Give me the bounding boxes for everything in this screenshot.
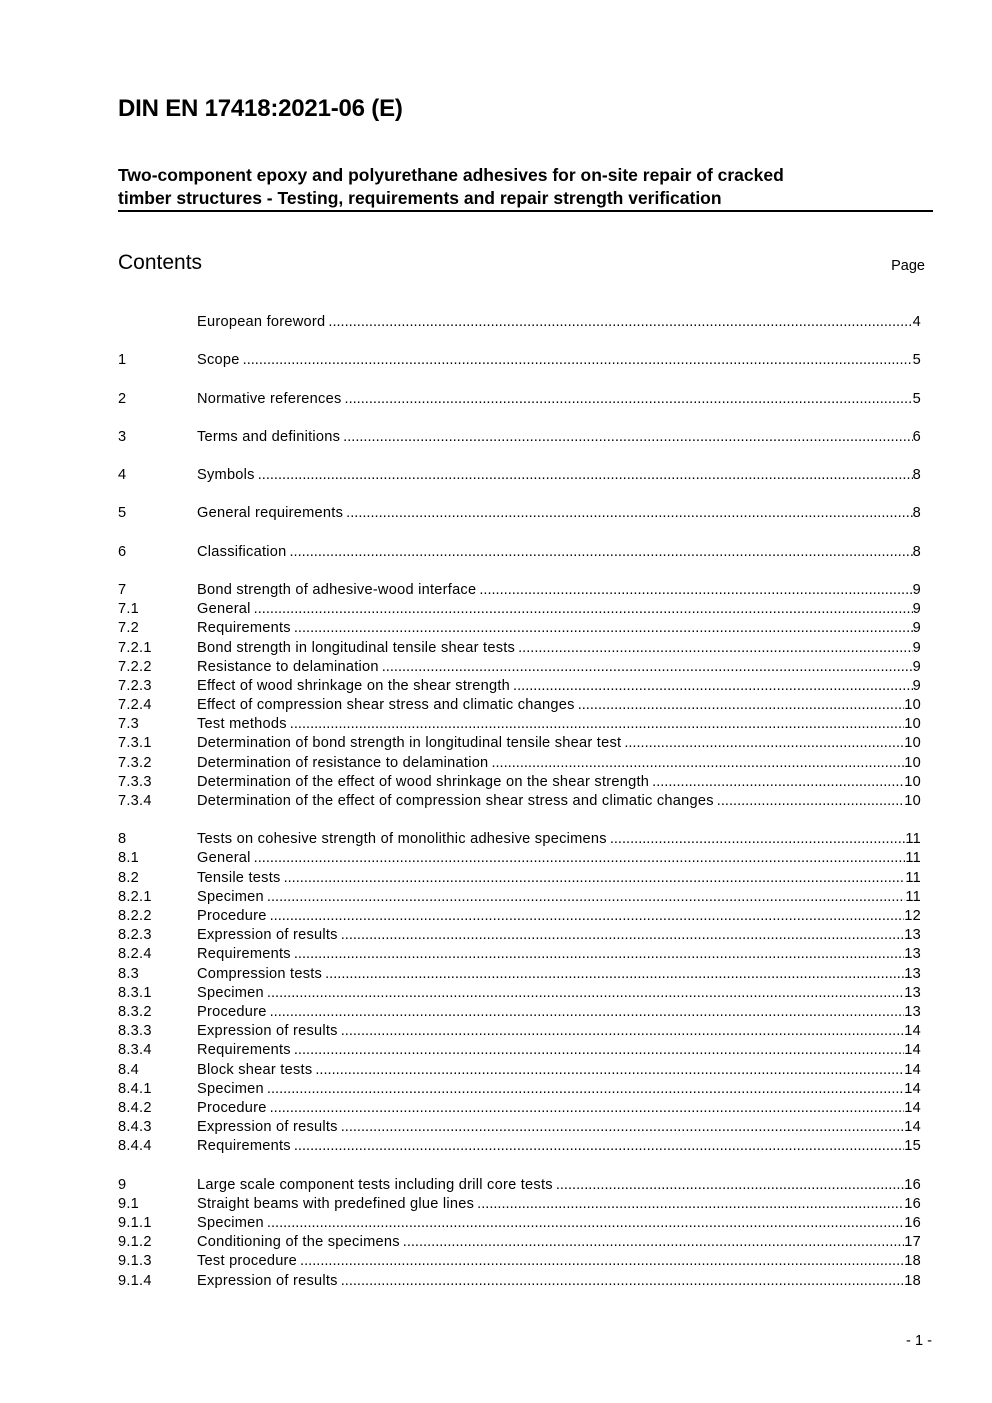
toc-dot-leader [518, 639, 913, 658]
toc-entry-number: 4 [118, 467, 127, 484]
toc-entry-page: 14 [904, 1042, 921, 1059]
toc-dot-leader [652, 773, 904, 792]
toc-entry-page: 9 [912, 581, 921, 598]
toc-entry-number: 7.3.3 [118, 773, 152, 790]
toc-entry[interactable] [118, 1233, 921, 1252]
toc-entry[interactable] [118, 1061, 921, 1080]
toc-dot-leader [345, 390, 913, 409]
toc-dot-leader [290, 715, 904, 734]
toc-entry-page: 18 [904, 1253, 921, 1270]
toc-entry[interactable] [118, 1195, 921, 1214]
toc-entry-page: 14 [904, 1080, 921, 1097]
toc-dot-leader [258, 466, 913, 485]
toc-entry[interactable] [118, 945, 921, 964]
page-number: - 1 - [906, 1333, 932, 1349]
document-id-title: DIN EN 17418:2021-06 (E) [118, 95, 403, 122]
toc-entry-page: 15 [904, 1138, 921, 1155]
toc-dot-leader [382, 658, 913, 677]
toc-dot-leader [294, 1041, 904, 1060]
toc-entry-page: 5 [912, 390, 921, 407]
toc-entry-title: Resistance to delamination [197, 658, 379, 675]
toc-entry-number: 6 [118, 543, 127, 560]
toc-dot-leader [270, 1003, 905, 1022]
toc-entry-number: 8.2.2 [118, 908, 152, 925]
toc-entry[interactable] [118, 754, 921, 773]
toc-entry-number: 2 [118, 390, 127, 407]
toc-entry-number: 8.4.3 [118, 1119, 152, 1136]
toc-dot-leader [479, 581, 912, 600]
toc-entry-page: 11 [905, 888, 921, 905]
toc-entry-title: Specimen [197, 888, 264, 905]
toc-entry-page: 8 [912, 505, 921, 522]
toc-entry-title: Requirements [197, 620, 291, 637]
toc-entry-title: Requirements [197, 946, 291, 963]
toc-entry[interactable] [118, 639, 921, 658]
toc-entry-title: Conditioning of the specimens [197, 1234, 400, 1251]
toc-entry-title: General [197, 601, 251, 618]
toc-entry[interactable] [118, 351, 921, 370]
toc-dot-leader [300, 1252, 904, 1271]
toc-entry-number: 7.1 [118, 601, 140, 618]
toc-entry-title: Specimen [197, 984, 264, 1001]
toc-entry[interactable] [118, 504, 921, 523]
toc-entry-page: 8 [912, 543, 921, 560]
toc-entry-number: 8.3.3 [118, 1023, 152, 1040]
toc-entry-number: 5 [118, 505, 127, 522]
toc-entry-title: Effect of compression shear stress and climatic changes [197, 697, 575, 714]
toc-entry-number: 9.1.3 [118, 1253, 152, 1270]
toc-entry-title: Straight beams with predefined glue lines [197, 1195, 475, 1212]
toc-entry-title: Compression tests [197, 965, 323, 982]
toc-dot-leader [578, 696, 905, 715]
toc-dot-leader [289, 543, 912, 562]
toc-dot-leader [294, 945, 904, 964]
toc-entry-title: Procedure [197, 1003, 267, 1020]
toc-entry[interactable] [118, 696, 921, 715]
toc-entry-number: 7.2.2 [118, 658, 152, 675]
contents-heading: Contents [118, 251, 203, 274]
toc-entry-number: 9 [118, 1176, 127, 1193]
toc-entry-number: 7.3 [118, 716, 140, 733]
toc-dot-leader [294, 1137, 904, 1156]
toc-entry-title: Procedure [197, 1099, 267, 1116]
toc-entry-page: 9 [912, 620, 921, 637]
toc-entry[interactable] [118, 1272, 921, 1291]
toc-entry-page: 17 [904, 1234, 921, 1251]
toc-entry[interactable] [118, 926, 921, 945]
toc-dot-leader [403, 1233, 905, 1252]
toc-dot-leader [270, 907, 905, 926]
toc-entry-title: Determination of resistance to delamination [197, 754, 489, 771]
toc-entry-page: 16 [904, 1176, 921, 1193]
toc-dot-leader [341, 1022, 905, 1041]
toc-entry[interactable] [118, 466, 921, 485]
toc-entry-page: 14 [904, 1099, 921, 1116]
toc-entry-page: 13 [904, 946, 921, 963]
toc-entry-title: Test procedure [197, 1253, 298, 1270]
toc-entry-title: Determination of the effect of wood shrinkage on the shear strength [197, 773, 650, 790]
toc-entry-page: 13 [904, 965, 921, 982]
toc-entry[interactable] [118, 313, 921, 332]
toc-entry-number: 9.1.1 [118, 1214, 152, 1231]
toc-entry[interactable] [118, 1022, 921, 1041]
toc-entry[interactable] [118, 1214, 921, 1233]
toc-entry-page: 13 [904, 927, 921, 944]
toc-entry-number: 7.3.1 [118, 735, 152, 752]
toc-entry-page: 9 [912, 677, 921, 694]
toc-entry-page: 16 [904, 1214, 921, 1231]
toc-entry-title: Bond strength in longitudinal tensile shear tests [197, 639, 516, 656]
toc-entry[interactable] [118, 869, 921, 888]
toc-entry-number: 7.2.4 [118, 697, 152, 714]
toc-entry-title: Effect of wood shrinkage on the shear strength [197, 677, 511, 694]
toc-entry-page: 18 [904, 1272, 921, 1289]
toc-entry[interactable] [118, 850, 921, 869]
toc-entry-title: Specimen [197, 1214, 264, 1231]
toc-entry[interactable] [118, 965, 921, 984]
toc-entry-page: 11 [905, 850, 921, 867]
toc-dot-leader [294, 619, 913, 638]
toc-entry-page: 6 [912, 428, 921, 445]
toc-entry-page: 10 [904, 773, 921, 790]
toc-entry[interactable] [118, 581, 921, 600]
toc-entry-title: Requirements [197, 1138, 291, 1155]
toc-entry[interactable] [118, 677, 921, 696]
toc-entry-page: 13 [904, 984, 921, 1001]
toc-entry-page: 8 [912, 467, 921, 484]
toc-dot-leader [717, 792, 904, 811]
toc-entry[interactable] [118, 1137, 921, 1156]
toc-entry-title: Large scale component tests including drill core tests [197, 1176, 553, 1193]
toc-entry-page: 11 [905, 869, 921, 886]
toc-dot-leader [513, 677, 913, 696]
page-column-label: Page [891, 258, 925, 274]
toc-entry[interactable] [118, 1041, 921, 1060]
toc-dot-leader [341, 926, 905, 945]
toc-dot-leader [343, 428, 912, 447]
toc-entry[interactable] [118, 715, 921, 734]
toc-entry[interactable] [118, 543, 921, 562]
toc-entry-title: Determination of bond strength in longitudinal tensile shear test [197, 735, 622, 752]
toc-entry-number: 7.2 [118, 620, 140, 637]
toc-entry-page: 14 [904, 1061, 921, 1078]
toc-entry-number: 8.4.1 [118, 1080, 152, 1097]
toc-entry-title: Symbols [197, 467, 255, 484]
toc-dot-leader [610, 830, 906, 849]
toc-entry-title: General [197, 850, 251, 867]
toc-entry-number: 1 [118, 352, 127, 369]
toc-entry[interactable] [118, 792, 921, 811]
toc-entry-page: 10 [904, 697, 921, 714]
toc-dot-leader [267, 888, 905, 907]
toc-entry-title: Classification [197, 543, 287, 560]
toc-dot-leader [267, 984, 904, 1003]
toc-dot-leader [315, 1061, 904, 1080]
toc-entry-number: 8.4.4 [118, 1138, 152, 1155]
toc-entry-number: 3 [118, 428, 127, 445]
toc-entry-number: 8.3.4 [118, 1042, 152, 1059]
toc-dot-leader [341, 1272, 905, 1291]
toc-entry-page: 10 [904, 735, 921, 752]
toc-entry-number: 8.4.2 [118, 1099, 152, 1116]
toc-entry[interactable] [118, 1099, 921, 1118]
toc-entry-title: Test methods [197, 716, 287, 733]
toc-entry-number: 7.2.1 [118, 639, 152, 656]
toc-entry-number: 8.4 [118, 1061, 140, 1078]
toc-entry-number: 8.2 [118, 869, 140, 886]
toc-dot-leader [254, 600, 913, 619]
toc-entry-title: Scope [197, 352, 240, 369]
toc-dot-leader [325, 965, 904, 984]
toc-entry-page: 9 [912, 601, 921, 618]
toc-entry-title: Requirements [197, 1042, 291, 1059]
toc-entry-title: Terms and definitions [197, 428, 341, 445]
toc-entry-number: 8.1 [118, 850, 140, 867]
toc-entry-number: 8 [118, 831, 127, 848]
toc-entry[interactable] [118, 428, 921, 447]
toc-entry-title: Expression of results [197, 1119, 338, 1136]
toc-entry-page: 9 [912, 658, 921, 675]
toc-dot-leader [556, 1176, 904, 1195]
toc-entry-number: 9.1.2 [118, 1234, 152, 1251]
toc-entry-title: European foreword [197, 313, 326, 330]
toc-entry-number: 8.3.2 [118, 1003, 152, 1020]
toc-entry[interactable] [118, 888, 921, 907]
document-subtitle [118, 164, 933, 212]
toc-entry-page: 9 [912, 639, 921, 656]
toc-dot-leader [284, 869, 906, 888]
toc-entry-page: 13 [904, 1003, 921, 1020]
toc-entry-number: 8.3.1 [118, 984, 152, 1001]
toc-dot-leader [491, 754, 904, 773]
toc-entry-title: Tests on cohesive strength of monolithic adhesive specimens [197, 831, 607, 848]
toc-entry-page: 10 [904, 793, 921, 810]
toc-dot-leader [477, 1195, 904, 1214]
toc-dot-leader [341, 1118, 905, 1137]
toc-dot-leader [346, 504, 912, 523]
table-of-contents [118, 313, 921, 1291]
toc-entry[interactable] [118, 907, 921, 926]
toc-entry-page: 14 [904, 1023, 921, 1040]
toc-entry[interactable] [118, 734, 921, 753]
toc-dot-leader [267, 1080, 904, 1099]
toc-entry-page: 4 [912, 313, 921, 330]
toc-entry[interactable] [118, 390, 921, 409]
toc-entry-page: 16 [904, 1195, 921, 1212]
toc-entry[interactable] [118, 600, 921, 619]
toc-entry-title: General requirements [197, 505, 344, 522]
toc-entry[interactable] [118, 984, 921, 1003]
toc-entry[interactable] [118, 1003, 921, 1022]
toc-entry-page: 10 [904, 716, 921, 733]
toc-entry-page: 5 [912, 352, 921, 369]
toc-entry-number: 8.2.3 [118, 927, 152, 944]
toc-entry[interactable] [118, 773, 921, 792]
toc-entry-title: Specimen [197, 1080, 264, 1097]
toc-entry-title: Determination of the effect of compression shear stress and climatic changes [197, 793, 714, 810]
toc-entry[interactable] [118, 619, 921, 638]
toc-entry-title: Bond strength of adhesive-wood interface [197, 581, 477, 598]
toc-entry[interactable] [118, 1252, 921, 1271]
toc-entry-title: Block shear tests [197, 1061, 313, 1078]
subtitle-line-1: Two-component epoxy and polyurethane adhesives for on-site repair of cracked [118, 165, 784, 185]
toc-entry-number: 9.1 [118, 1195, 140, 1212]
toc-entry-title: Expression of results [197, 1272, 338, 1289]
toc-dot-leader [243, 351, 913, 370]
toc-entry-number: 7.3.4 [118, 793, 152, 810]
toc-entry[interactable] [118, 1080, 921, 1099]
toc-entry-number: 8.2.1 [118, 888, 152, 905]
toc-entry-title: Procedure [197, 908, 267, 925]
subtitle-line-2: timber structures - Testing, requirements and repair strength verification [118, 187, 722, 208]
toc-entry[interactable] [118, 658, 921, 677]
toc-entry-number: 7.2.3 [118, 677, 152, 694]
toc-dot-leader [254, 850, 906, 869]
toc-entry-page: 14 [904, 1119, 921, 1136]
toc-entry-number: 8.3 [118, 965, 140, 982]
toc-dot-leader [624, 734, 904, 753]
toc-entry-number: 7.3.2 [118, 754, 152, 771]
toc-entry-title: Normative references [197, 390, 342, 407]
toc-entry[interactable] [118, 1176, 921, 1195]
toc-entry[interactable] [118, 1118, 921, 1137]
toc-entry-title: Expression of results [197, 927, 338, 944]
toc-dot-leader [328, 313, 912, 332]
toc-entry-title: Tensile tests [197, 869, 281, 886]
toc-entry-title: Expression of results [197, 1023, 338, 1040]
toc-entry-page: 12 [904, 908, 921, 925]
toc-entry-number: 9.1.4 [118, 1272, 152, 1289]
toc-dot-leader [267, 1214, 904, 1233]
toc-entry-number: 8.2.4 [118, 946, 152, 963]
toc-entry-page: 10 [904, 754, 921, 771]
toc-entry[interactable] [118, 830, 921, 849]
toc-entry-number: 7 [118, 581, 127, 598]
toc-entry-page: 11 [905, 831, 921, 848]
toc-dot-leader [270, 1099, 905, 1118]
